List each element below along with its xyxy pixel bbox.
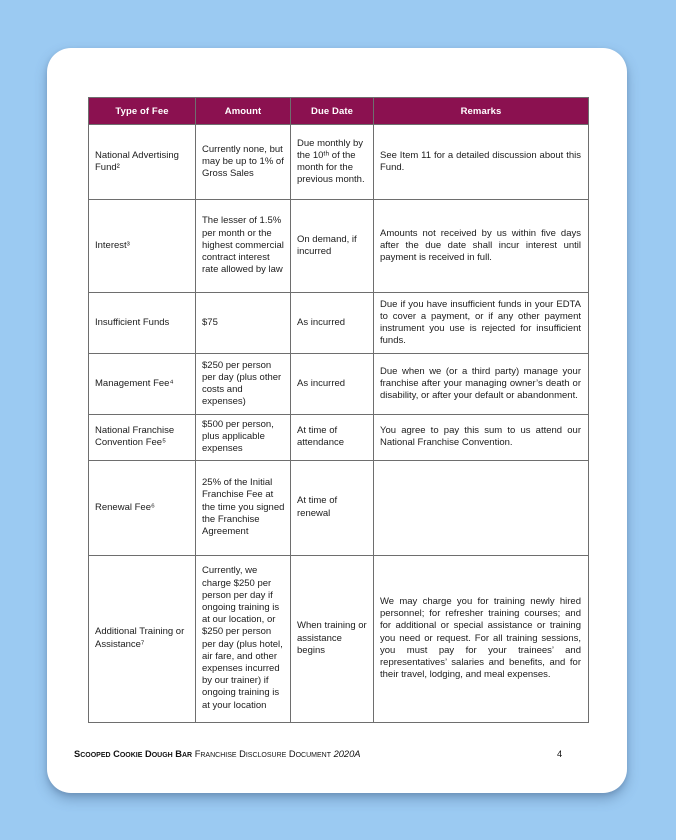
fee-cell: Renewal Fee⁶ — [89, 460, 196, 555]
table-row — [89, 555, 589, 722]
remarks-cell: Due if you have insufficient funds in your EDTA to cover a payment, or if any other payment instrument you use is rejected for insufficient funds. — [374, 293, 589, 354]
fee-cell: National Advertising Fund² — [89, 125, 196, 200]
due-date-cell: At time of renewal — [291, 460, 374, 555]
due-date-cell: Due monthly by the 10ᵗʰ of the month for the previous month. — [291, 125, 374, 200]
column-header-amount: Amount — [196, 98, 291, 125]
due-date-cell: At time of attendance — [291, 415, 374, 461]
page-footer — [74, 749, 360, 759]
remarks-cell: Due when we (or a third party) manage your franchise after your managing owner’s death or disability, or after your default or abandonment. — [374, 354, 589, 415]
column-header-due-date: Due Date — [291, 98, 374, 125]
column-header-type-of-fee: Type of Fee — [89, 98, 196, 125]
amount-cell: $75 — [196, 293, 291, 354]
fee-table — [88, 97, 589, 723]
table-row — [89, 354, 589, 415]
remarks-cell: We may charge you for training newly hired personnel; for refresher training courses; and for additional or special assistance or training you need or request. For all training sessions, you must pay for your trainees’ and representatives’ salaries and benefits, and for their travel, lodging, and meal expenses. — [374, 555, 589, 722]
remarks-cell — [374, 460, 589, 555]
table-header-row — [89, 98, 589, 125]
table-row — [89, 200, 589, 293]
due-date-cell: As incurred — [291, 293, 374, 354]
fee-cell: Additional Training or Assistance⁷ — [89, 555, 196, 722]
amount-cell: Currently, we charge $250 per person per day if ongoing training is at our location, or $250 per person per day (plus hotel, air fare, and other expenses incurred by our trainer) if ongoing training is at your location — [196, 555, 291, 722]
document-page — [47, 48, 627, 793]
footer-document-title: Franchise Disclosure Document — [194, 749, 331, 759]
fee-cell: National Franchise Convention Fee⁵ — [89, 415, 196, 461]
remarks-cell: See Item 11 for a detailed discussion about this Fund. — [374, 125, 589, 200]
table-row — [89, 293, 589, 354]
amount-cell: $250 per person per day (plus other costs and expenses) — [196, 354, 291, 415]
due-date-cell: On demand, if incurred — [291, 200, 374, 293]
table-row — [89, 125, 589, 200]
remarks-cell: You agree to pay this sum to us attend our National Franchise Convention. — [374, 415, 589, 461]
fee-cell: Interest³ — [89, 200, 196, 293]
remarks-cell: Amounts not received by us within five days after the due date shall incur interest until payment is received in full. — [374, 200, 589, 293]
column-header-remarks: Remarks — [374, 98, 589, 125]
amount-cell: Currently none, but may be up to 1% of Gross Sales — [196, 125, 291, 200]
fee-cell: Management Fee⁴ — [89, 354, 196, 415]
amount-cell: The lesser of 1.5% per month or the highest commercial contract interest rate allowed by law — [196, 200, 291, 293]
amount-cell: 25% of the Initial Franchise Fee at the time you signed the Franchise Agreement — [196, 460, 291, 555]
fee-cell: Insufficient Funds — [89, 293, 196, 354]
table-row — [89, 415, 589, 461]
amount-cell: $500 per person, plus applicable expenses — [196, 415, 291, 461]
footer-brand: Scooped Cookie Dough Bar — [74, 749, 193, 759]
footer-edition: 2020A — [333, 749, 361, 759]
page-number: 4 — [557, 749, 563, 759]
due-date-cell: As incurred — [291, 354, 374, 415]
table-row — [89, 460, 589, 555]
due-date-cell: When training or assistance begins — [291, 555, 374, 722]
